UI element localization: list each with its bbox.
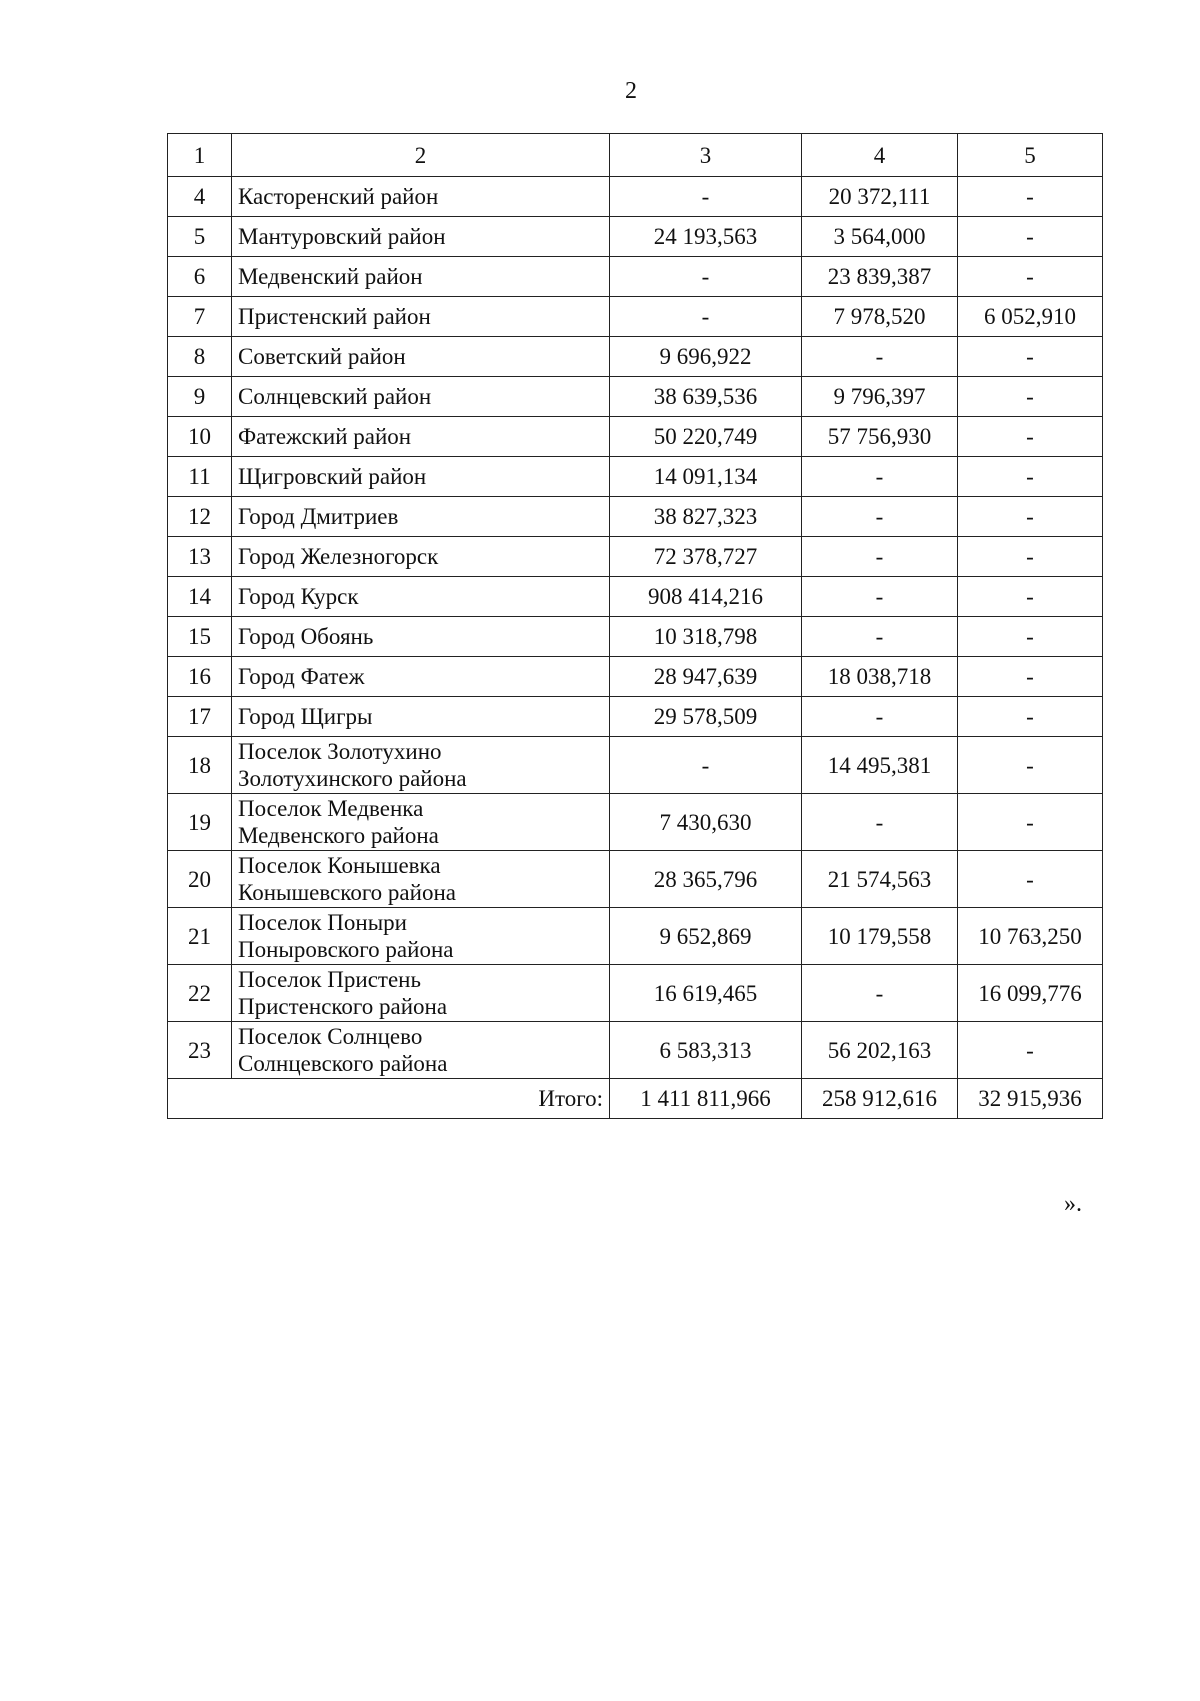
column-3-value: 29 578,509: [610, 697, 802, 737]
table-row: [168, 657, 1103, 697]
column-3-value: 14 091,134: [610, 457, 802, 497]
territory-name-line: Поселок Поныри: [238, 910, 407, 935]
column-3-value: -: [610, 177, 802, 217]
row-number-cell: 9: [168, 377, 232, 417]
total-column-5: 32 915,936: [958, 1079, 1103, 1119]
column-3-value: 24 193,563: [610, 217, 802, 257]
territory-name-cell: [232, 965, 610, 1022]
row-number-cell: 10: [168, 417, 232, 457]
column-4-value: 10 179,558: [802, 908, 958, 965]
table-row: [168, 537, 1103, 577]
row-number-cell: 16: [168, 657, 232, 697]
territory-name-cell: Фатежский район: [232, 417, 610, 457]
column-4-value: 57 756,930: [802, 417, 958, 457]
row-number-cell: 11: [168, 457, 232, 497]
table-row: [168, 1022, 1103, 1079]
row-number-cell: 20: [168, 851, 232, 908]
column-3-value: 50 220,749: [610, 417, 802, 457]
header-cell: 5: [958, 134, 1103, 177]
territory-name-line: Поселок Медвенка: [238, 796, 424, 821]
territory-name-cell: [232, 851, 610, 908]
column-3-value: 28 947,639: [610, 657, 802, 697]
table-row: [168, 697, 1103, 737]
column-5-value: 6 052,910: [958, 297, 1103, 337]
column-5-value: -: [958, 1022, 1103, 1079]
column-4-value: 9 796,397: [802, 377, 958, 417]
column-5-value: -: [958, 577, 1103, 617]
territory-name-cell: Город Дмитриев: [232, 497, 610, 537]
column-5-value: -: [958, 617, 1103, 657]
territory-name-line: Золотухинского района: [238, 766, 467, 791]
table-row: [168, 217, 1103, 257]
column-4-value: -: [802, 577, 958, 617]
column-4-value: -: [802, 337, 958, 377]
table-row: [168, 417, 1103, 457]
column-3-value: 16 619,465: [610, 965, 802, 1022]
table-row: [168, 851, 1103, 908]
row-number-cell: 21: [168, 908, 232, 965]
total-label: Итого:: [168, 1079, 610, 1119]
total-column-3: 1 411 811,966: [610, 1079, 802, 1119]
column-5-value: -: [958, 497, 1103, 537]
column-3-value: 6 583,313: [610, 1022, 802, 1079]
table-row: [168, 737, 1103, 794]
column-4-value: -: [802, 697, 958, 737]
column-5-value: -: [958, 737, 1103, 794]
row-number-cell: 19: [168, 794, 232, 851]
territory-name-cell: Город Железногорск: [232, 537, 610, 577]
page-number: 2: [625, 78, 637, 104]
column-5-value: -: [958, 697, 1103, 737]
column-4-value: 56 202,163: [802, 1022, 958, 1079]
territory-name-line: Поселок Конышевка: [238, 853, 441, 878]
territory-name-line: Поныровского района: [238, 937, 454, 962]
row-number-cell: 4: [168, 177, 232, 217]
table-row: [168, 794, 1103, 851]
allocation-table: [167, 133, 1103, 1119]
column-5-value: -: [958, 537, 1103, 577]
column-3-value: -: [610, 257, 802, 297]
table-row: [168, 908, 1103, 965]
column-4-value: 3 564,000: [802, 217, 958, 257]
column-4-value: -: [802, 617, 958, 657]
column-3-value: 7 430,630: [610, 794, 802, 851]
column-4-value: 20 372,111: [802, 177, 958, 217]
table-row: [168, 965, 1103, 1022]
territory-name-line: Поселок Солнцево: [238, 1024, 423, 1049]
column-3-value: 28 365,796: [610, 851, 802, 908]
column-5-value: -: [958, 794, 1103, 851]
table-row: [168, 617, 1103, 657]
territory-name-cell: Город Щигры: [232, 697, 610, 737]
row-number-cell: 12: [168, 497, 232, 537]
column-4-value: -: [802, 457, 958, 497]
territory-name-cell: [232, 737, 610, 794]
territory-name-cell: Город Обоянь: [232, 617, 610, 657]
column-5-value: -: [958, 177, 1103, 217]
territory-name-cell: [232, 794, 610, 851]
column-5-value: -: [958, 217, 1103, 257]
column-3-value: 10 318,798: [610, 617, 802, 657]
column-5-value: -: [958, 377, 1103, 417]
territory-name-cell: [232, 908, 610, 965]
row-number-cell: 18: [168, 737, 232, 794]
header-cell: 1: [168, 134, 232, 177]
column-3-value: 9 696,922: [610, 337, 802, 377]
row-number-cell: 7: [168, 297, 232, 337]
column-5-value: -: [958, 417, 1103, 457]
column-4-value: -: [802, 497, 958, 537]
table-row: [168, 177, 1103, 217]
row-number-cell: 23: [168, 1022, 232, 1079]
column-4-value: 21 574,563: [802, 851, 958, 908]
row-number-cell: 5: [168, 217, 232, 257]
row-number-cell: 22: [168, 965, 232, 1022]
territory-name-cell: [232, 1022, 610, 1079]
territory-name-cell: Медвенский район: [232, 257, 610, 297]
column-5-value: 16 099,776: [958, 965, 1103, 1022]
header-cell: 2: [232, 134, 610, 177]
column-3-value: 38 827,323: [610, 497, 802, 537]
column-3-value: -: [610, 297, 802, 337]
row-number-cell: 14: [168, 577, 232, 617]
table-row: [168, 377, 1103, 417]
column-4-value: -: [802, 537, 958, 577]
territory-name-cell: Пристенский район: [232, 297, 610, 337]
closing-quote-mark: ».: [1064, 1191, 1082, 1217]
header-cell: 4: [802, 134, 958, 177]
column-4-value: 14 495,381: [802, 737, 958, 794]
row-number-cell: 6: [168, 257, 232, 297]
column-4-value: -: [802, 794, 958, 851]
column-5-value: -: [958, 851, 1103, 908]
column-4-value: -: [802, 965, 958, 1022]
column-3-value: 72 378,727: [610, 537, 802, 577]
territory-name-line: Поселок Пристень: [238, 967, 421, 992]
column-3-value: -: [610, 737, 802, 794]
territory-name-line: Пристенского района: [238, 994, 448, 1019]
territory-name-line: Солнцевского района: [238, 1051, 448, 1076]
territory-name-cell: Касторенский район: [232, 177, 610, 217]
column-5-value: -: [958, 257, 1103, 297]
column-4-value: 18 038,718: [802, 657, 958, 697]
column-5-value: -: [958, 657, 1103, 697]
row-number-cell: 17: [168, 697, 232, 737]
territory-name-line: Медвенского района: [238, 823, 439, 848]
table-row: [168, 497, 1103, 537]
column-3-value: 908 414,216: [610, 577, 802, 617]
column-3-value: 9 652,869: [610, 908, 802, 965]
table-header-row: [168, 134, 1103, 177]
territory-name-line: Конышевского района: [238, 880, 456, 905]
territory-name-cell: Щигровский район: [232, 457, 610, 497]
territory-name-line: Поселок Золотухино: [238, 739, 442, 764]
column-4-value: 23 839,387: [802, 257, 958, 297]
column-4-value: 7 978,520: [802, 297, 958, 337]
table-row: [168, 297, 1103, 337]
column-5-value: -: [958, 337, 1103, 377]
territory-name-cell: Город Фатеж: [232, 657, 610, 697]
table-row: [168, 457, 1103, 497]
row-number-cell: 15: [168, 617, 232, 657]
row-number-cell: 13: [168, 537, 232, 577]
column-3-value: 38 639,536: [610, 377, 802, 417]
row-number-cell: 8: [168, 337, 232, 377]
table-row: [168, 337, 1103, 377]
table-row: [168, 257, 1103, 297]
column-5-value: 10 763,250: [958, 908, 1103, 965]
territory-name-cell: Солнцевский район: [232, 377, 610, 417]
column-5-value: -: [958, 457, 1103, 497]
total-row: [168, 1079, 1103, 1119]
territory-name-cell: Советский район: [232, 337, 610, 377]
total-column-4: 258 912,616: [802, 1079, 958, 1119]
territory-name-cell: Мантуровский район: [232, 217, 610, 257]
territory-name-cell: Город Курск: [232, 577, 610, 617]
table-row: [168, 577, 1103, 617]
header-cell: 3: [610, 134, 802, 177]
